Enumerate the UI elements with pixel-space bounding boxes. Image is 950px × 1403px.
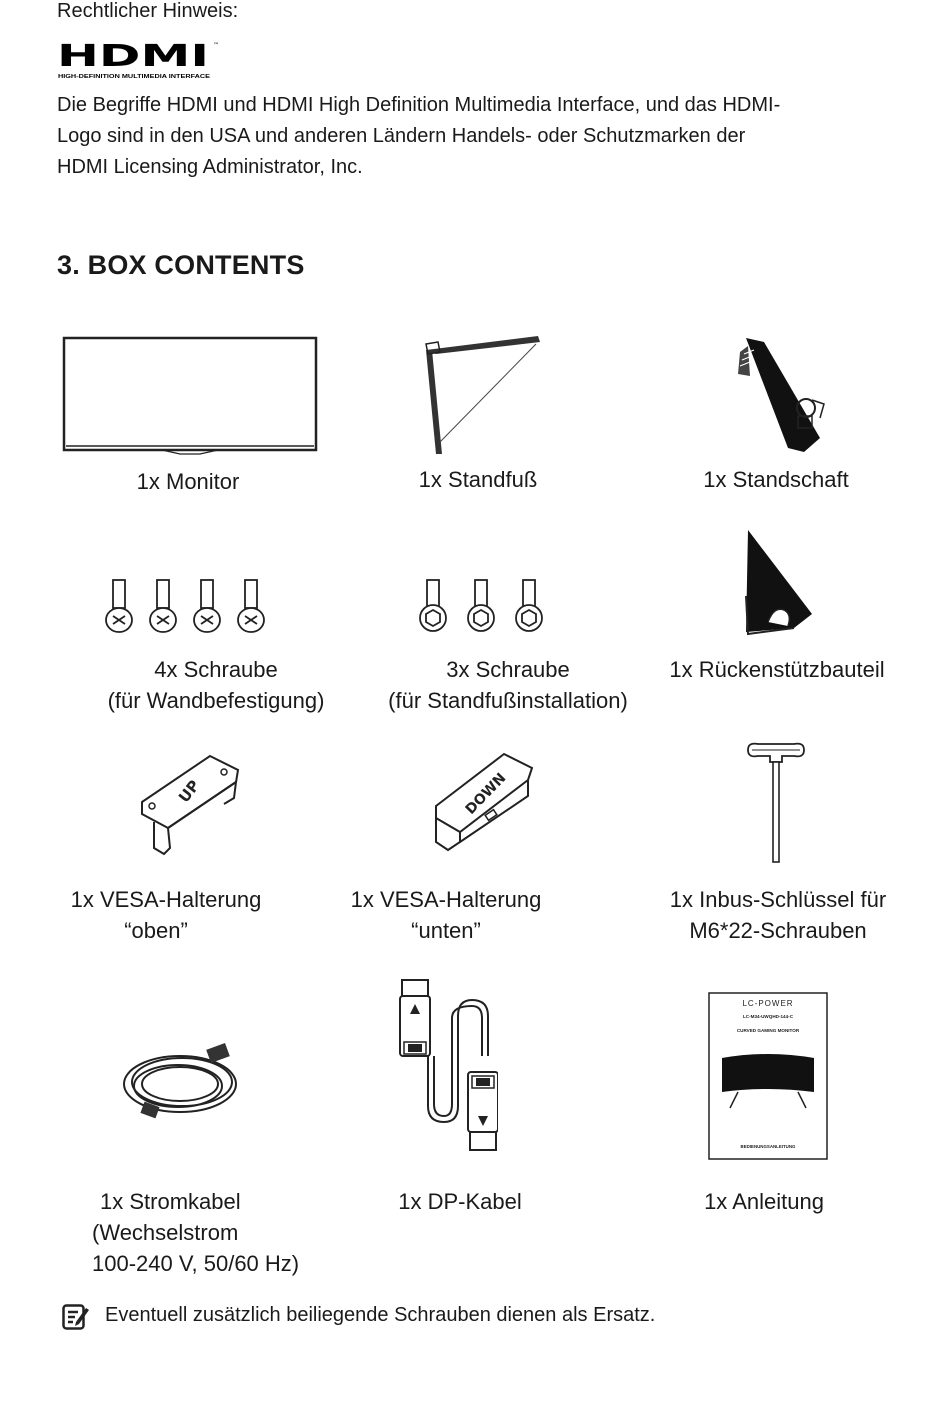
caption-monitor: 1x Monitor — [136, 469, 240, 494]
note-icon — [62, 1304, 90, 1330]
svg-text:™: ™ — [213, 42, 219, 49]
vesa-bracket-up-icon — [138, 752, 242, 858]
caption-vesa-up: 1x VESA-Halterung “oben” — [70, 887, 262, 943]
caption-wall-screws: 4x Schraube (für Wandbefestigung) — [107, 657, 325, 713]
hdmi-logo — [57, 38, 227, 82]
svg-text:LC-POWER: LC-POWER — [742, 999, 794, 1008]
svg-text:BEDIENUNGSANLEITUNG: BEDIENUNGSANLEITUNG — [740, 1144, 796, 1149]
legal-line: HDMI Licensing Administrator, Inc. — [57, 156, 363, 178]
caption-stand-screws: 3x Schraube (für Standfußinstallation) — [388, 657, 628, 713]
svg-text:LC-M34-UWQHD-144-C: LC-M34-UWQHD-144-C — [742, 1014, 794, 1019]
svg-text:CURVED GAMING MONITOR: CURVED GAMING MONITOR — [736, 1028, 800, 1033]
stand-neck-icon — [724, 334, 834, 456]
caption-vesa-down: 1x VESA-Halterung “unten” — [350, 887, 542, 943]
svg-text:HDMI: HDMI — [57, 39, 209, 74]
manual-icon — [708, 992, 828, 1160]
dp-cable-icon — [398, 976, 498, 1160]
legal-heading: Rechtlicher Hinweis: — [57, 0, 239, 22]
stand-base-icon — [418, 334, 544, 458]
svg-text:DOWN: DOWN — [462, 770, 510, 818]
allen-key-icon — [744, 740, 808, 866]
power-cable-icon — [120, 1040, 244, 1122]
svg-text:HIGH-DEFINITION MULTIMEDIA INT: HIGH-DEFINITION MULTIMEDIA INTERFACE — [58, 74, 211, 80]
vesa-bracket-down-icon — [428, 750, 534, 858]
caption-stand-neck: 1x Standschaft — [703, 467, 849, 492]
caption-power-cable: 1x Stromkabel (Wechselstrom 100-240 V, 50/60 Hz) — [92, 1189, 300, 1276]
caption-manual: 1x Anleitung — [704, 1189, 824, 1214]
legal-text — [57, 90, 877, 183]
wall-screws-icon — [104, 576, 276, 636]
caption-back-support: 1x Rückenstützbauteil — [669, 657, 885, 682]
stand-screws-icon — [412, 576, 552, 636]
caption-allen-key: 1x Inbus-Schlüssel für M6*22-Schrauben — [669, 887, 887, 943]
back-support-icon — [728, 526, 818, 638]
monitor-icon — [62, 336, 318, 458]
section-title: 3. BOX CONTENTS — [57, 250, 305, 280]
legal-line: Die Begriffe HDMI und HDMI High Definition Multimedia Interface, und das HDMI- — [57, 94, 781, 116]
svg-text:UP: UP — [174, 776, 204, 807]
legal-line: Logo sind in den USA und anderen Ländern Handels- oder Schutzmarken der — [57, 125, 746, 147]
note-text: Eventuell zusätzlich beiliegende Schrauben dienen als Ersatz. — [105, 1304, 656, 1326]
caption-stand-base: 1x Standfuß — [418, 467, 538, 492]
caption-dp-cable: 1x DP-Kabel — [398, 1189, 522, 1214]
